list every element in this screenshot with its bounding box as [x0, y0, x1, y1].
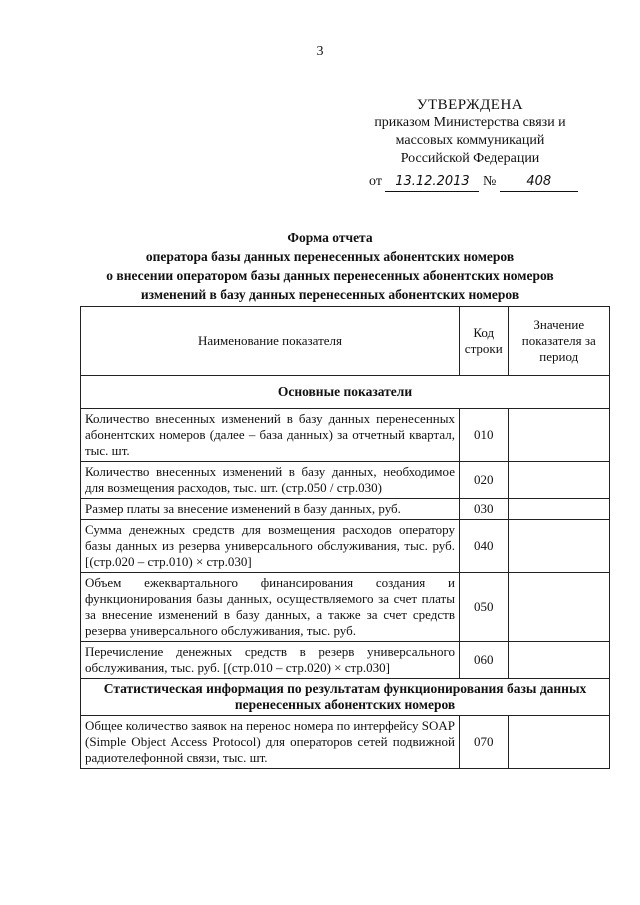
- table-row: [81, 716, 610, 769]
- row-value: [508, 409, 609, 462]
- table-row: [81, 409, 610, 462]
- row-code: 030: [459, 499, 508, 520]
- table-row: [81, 642, 610, 679]
- row-value: [508, 462, 609, 499]
- row-code: 050: [459, 573, 508, 642]
- table-row: [81, 499, 610, 520]
- row-name: Количество внесенных изменений в базу данных, необходимое для возмещения расходов, тыс. шт. (стр.050 / стр.030): [81, 462, 460, 499]
- row-code: 060: [459, 642, 508, 679]
- row-name: Сумма денежных средств для возмещения расходов оператору базы данных из резерва универсального обслуживания, тыс. руб. [(стр.020 – стр.010) × стр.030]: [81, 520, 460, 573]
- row-code: 040: [459, 520, 508, 573]
- row-name: Размер платы за внесение изменений в базу данных, руб.: [81, 499, 460, 520]
- form-title-line: Форма отчета: [287, 230, 373, 245]
- form-title-line: о внесении оператором базы данных перенесенных абонентских номеров: [106, 268, 554, 283]
- section-main-title: Основные показатели: [81, 376, 610, 409]
- table-header-row: [81, 307, 610, 376]
- number-prefix: №: [482, 174, 497, 189]
- table-row: [81, 520, 610, 573]
- table-row: [81, 573, 610, 642]
- row-name: Перечисление денежных средств в резерв универсального обслуживания, тыс. руб. [(стр.010 – стр.020) × стр.030]: [81, 642, 460, 679]
- row-value: [508, 499, 609, 520]
- section-row: [81, 679, 610, 716]
- handwritten-number: 408: [500, 173, 578, 192]
- header-name: Наименование показателя: [81, 307, 460, 376]
- section-row: [81, 376, 610, 409]
- table-row: [81, 462, 610, 499]
- header-code: Код строки: [459, 307, 508, 376]
- form-title-line: изменений в базу данных перенесенных абонентских номеров: [140, 287, 520, 302]
- handwritten-date: 13.12.2013: [385, 173, 479, 192]
- row-code: 020: [459, 462, 508, 499]
- row-code: 010: [459, 409, 508, 462]
- approval-date-line: [369, 173, 579, 192]
- date-prefix: от: [369, 174, 382, 189]
- row-value: [508, 642, 609, 679]
- row-code: 070: [459, 716, 508, 769]
- row-value: [508, 573, 609, 642]
- report-table: [80, 306, 610, 769]
- approval-block: [352, 96, 588, 168]
- approval-line: массовых коммуникаций: [395, 133, 545, 148]
- approval-line: приказом Министерства связи и: [374, 115, 566, 130]
- approval-heading: УТВЕРЖДЕНА: [416, 97, 524, 113]
- row-name: Общее количество заявок на перенос номера по интерфейсу SOAP (Simple Object Access Protocol) для операторов сетей подвижной радиотелефонной связи, тыс. шт.: [81, 716, 460, 769]
- row-name: Объем ежеквартального финансирования создания и функционирования базы данных, осуществляемого за счет платы за внесение изменений в базу данных, а также за счет средств резерва универсального обслуживания, тыс. руб.: [81, 573, 460, 642]
- form-title-line: оператора базы данных перенесенных абонентских номеров: [145, 249, 515, 264]
- section-stats-title: Статистическая информация по результатам функционирования базы данных перенесенных абонентских номеров: [81, 679, 610, 716]
- row-value: [508, 520, 609, 573]
- form-title: [60, 228, 600, 304]
- approval-line: Российской Федерации: [400, 151, 540, 166]
- row-value: [508, 716, 609, 769]
- page-number: 3: [316, 44, 324, 59]
- header-value: Значение показателя за период: [508, 307, 609, 376]
- row-name: Количество внесенных изменений в базу данных перенесенных абонентских номеров (далее – база данных) за отчетный квартал, тыс. шт.: [81, 409, 460, 462]
